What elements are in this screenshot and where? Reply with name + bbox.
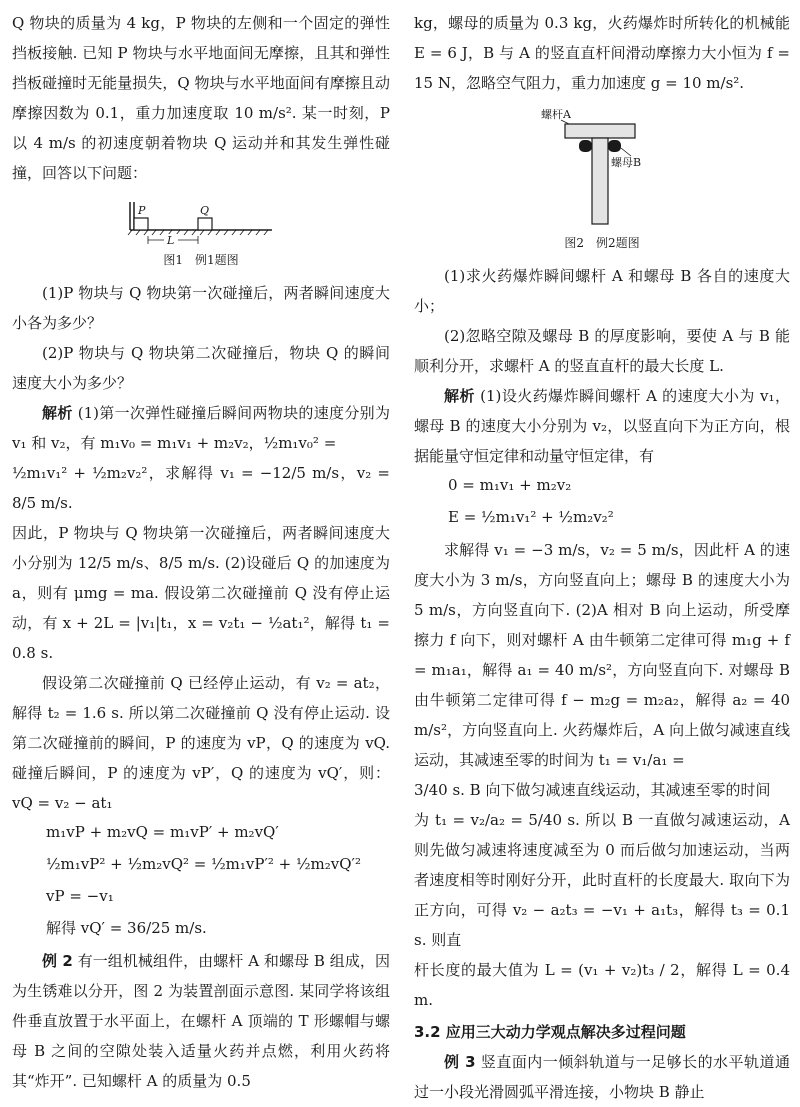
question-1-ex2: (1)求火药爆炸瞬间螺杆 A 和螺母 B 各自的速度大小； bbox=[414, 267, 790, 315]
section-heading: 3.2 应用三大动力学观点解决多过程问题 bbox=[414, 1023, 686, 1041]
example-3-label: 例 3 bbox=[444, 1053, 476, 1071]
screw-head bbox=[565, 124, 635, 138]
question-1: (1)P 物块与 Q 物块第一次碰撞后，两者瞬间速度大小各为多少？ bbox=[12, 284, 390, 332]
label-p: P bbox=[138, 204, 146, 217]
figure-2-diagram bbox=[537, 104, 667, 229]
solution-ex2-paragraph-2: 求解得 v₁ = −3 m/s，v₂ = 5 m/s，因此杆 A 的速度大小为 3 m/s，方向竖直向上；螺母 B 的速度大小为 5 m/s，方向竖直向下. (2)A 相对 B 向上运动，所受摩擦力 f 向下，则对螺杆 A 由牛顿第二定律可得 m₁g + f = m₁a₁，解得 a₁ = 40 m/s²，方向竖直向下. 对螺母 B 由牛顿第二定律可得 f − m₂g = m₂a₂，解得 a₂ = 40 m/s²，方向竖直向上. 火药爆炸后，A 向上做匀减速直线运动，其减速至零的时间为 t₁ = v₁/a₁ = bbox=[414, 541, 790, 769]
solution-paragraph-1 bbox=[12, 398, 390, 458]
solution-ex2-paragraph-4: 为 t₁ = v₂/a₂ = 5/40 s. 所以 B 一直做匀减速运动，A 则先做匀减速将速度减至为 0 而后做匀加速运动，当两者速度相等时刚好分开，此时直杆的长度最大. 取向下为正方向，可得 v₂ − a₂t₃ = −v₁ + a₁t₃，解得 t₃ = 0.1 s. 则直 bbox=[414, 811, 790, 949]
question-2-ex2: (2)忽略空隙及螺母 B 的厚度影响，要使 A 与 B 能顺利分开，求螺杆 A 的竖直直杆的最大长度 L. bbox=[414, 327, 790, 375]
example-2-paragraph bbox=[12, 946, 390, 1096]
block-q bbox=[198, 218, 212, 230]
label-nut-b: 螺母B bbox=[611, 156, 642, 169]
example-2-continued: kg，螺母的质量为 0.3 kg，火药爆炸时所转化的机械能 E = 6 J，B 与 A 的竖直直杆间滑动摩擦力大小恒为 f = 15 N，忽略空气阻力，重力加速度 g = 10 m/s². bbox=[414, 14, 790, 92]
question-2: (2)P 物块与 Q 物块第二次碰撞后，物块 Q 的瞬间速度大小为多少？ bbox=[12, 344, 390, 392]
figure-1-diagram bbox=[126, 194, 276, 246]
solution-ex2-text-1: (1)设火药爆炸瞬间螺杆 A 的速度大小为 v₁，螺母 B 的速度大小分别为 v₂，以竖直向下为正方向，根据能量守恒定律和动量守恒定律，有 bbox=[414, 387, 790, 465]
label-screw-a: 螺杆A bbox=[541, 108, 571, 121]
equation-energy-ex2: E = ½m₁v₁² + ½m₂v₂² bbox=[448, 508, 614, 526]
equation-momentum: m₁vP + m₂vQ = m₁vP′ + m₂vQ′ bbox=[46, 823, 279, 841]
example-2-label: 例 2 bbox=[42, 952, 73, 970]
label-q: Q bbox=[200, 204, 210, 217]
figure-2-caption: 图2 例2题图 bbox=[564, 236, 640, 250]
example-2-text: 有一组机械组件，由螺杆 A 和螺母 B 组成，因为生锈难以分开，图 2 为装置剖面示意图. 某同学将该组件垂直放置于水平面上，在螺杆 A 顶端的 T 形螺帽与螺母 B 之间的空隙处装入适量火药并点燃，利用火药将其“炸开”. 已知螺杆 A 的质量为 0.5 bbox=[12, 952, 390, 1090]
figure-1-caption: 图1 例1题图 bbox=[163, 253, 239, 267]
label-l: L bbox=[167, 234, 175, 246]
solution-paragraph-4: 假设第二次碰撞前 Q 已经停止运动，有 v₂ = at₂，解得 t₂ = 1.6 s. 所以第二次碰撞前 Q 没有停止运动. 设第二次碰撞前的瞬间，P 的速度为 vP，Q 的速度为 vQ. 碰撞后瞬间，P 的速度为 vP′，Q 的速度为 vQ′，则：vQ = v₂ − at₁ bbox=[12, 674, 390, 812]
screw-rod bbox=[592, 138, 608, 224]
nut-right bbox=[608, 140, 621, 152]
paragraph-problem-1-continued: Q 物块的质量为 4 kg，P 物块的左侧和一个固定的弹性挡板接触. 已知 P 物块与水平地面间无摩擦，且其和弹性挡板碰撞时无能量损失，Q 物块与水平地面间有摩擦且动摩擦因数为 0.1，重力加速度取 10 m/s². 某一时刻，P 以 4 m/s 的初速度朝着物块 Q 运动并和其发生弹性碰撞，回答以下问题： bbox=[12, 14, 390, 182]
equation-vp: vP = −v₁ bbox=[46, 887, 114, 905]
equation-result: 解得 vQ′ = 36/25 m/s. bbox=[46, 919, 207, 937]
left-column bbox=[12, 0, 390, 1096]
solution-label-ex2: 解析 bbox=[444, 387, 475, 405]
solution-text-1: (1)第一次弹性碰撞后瞬间两物块的速度分别为 v₁ 和 v₂，有 m₁v₀ = m₁v₁ + m₂v₂，½m₁v₀² = bbox=[12, 404, 390, 452]
solution-ex2-paragraph-1 bbox=[414, 381, 790, 471]
block-p bbox=[134, 218, 148, 230]
equation-energy: ½m₁vP² + ½m₂vQ² = ½m₁vP′² + ½m₂vQ′² bbox=[46, 855, 361, 873]
right-column bbox=[414, 0, 790, 1107]
example-3-paragraph bbox=[414, 1047, 790, 1107]
nut-left bbox=[579, 140, 592, 152]
solution-paragraph-3: 因此，P 物块与 Q 物块第一次碰撞后，两者瞬间速度大小分别为 12/5 m/s、8/5 m/s. (2)设碰后 Q 的加速度为 a，则有 μmg = ma. 假设第二次碰撞前 Q 没有停止运动，有 x + 2L = |v₁|t₁，x = v₂t₁ − ½at₁²，解得 t₁ = 0.8 s. bbox=[12, 524, 390, 662]
solution-ex2-paragraph-5: 杆长度的最大值为 L = (v₁ + v₂)t₃ / 2，解得 L = 0.4 m. bbox=[414, 961, 790, 1009]
equation-momentum-ex2: 0 = m₁v₁ + m₂v₂ bbox=[448, 476, 572, 494]
solution-label: 解析 bbox=[42, 404, 73, 422]
solution-ex2-paragraph-3: 3/40 s. B 向下做匀减速直线运动，其减速至零的时间 bbox=[414, 781, 771, 799]
solution-paragraph-2: ½m₁v₁² + ½m₂v₂²，求解得 v₁ = −12/5 m/s，v₂ = 8/5 m/s. bbox=[12, 464, 390, 512]
example-3-text: 竖直面内一倾斜轨道与一足够长的水平轨道通过一小段光滑圆弧平滑连接，小物块 B 静止 bbox=[414, 1053, 790, 1101]
